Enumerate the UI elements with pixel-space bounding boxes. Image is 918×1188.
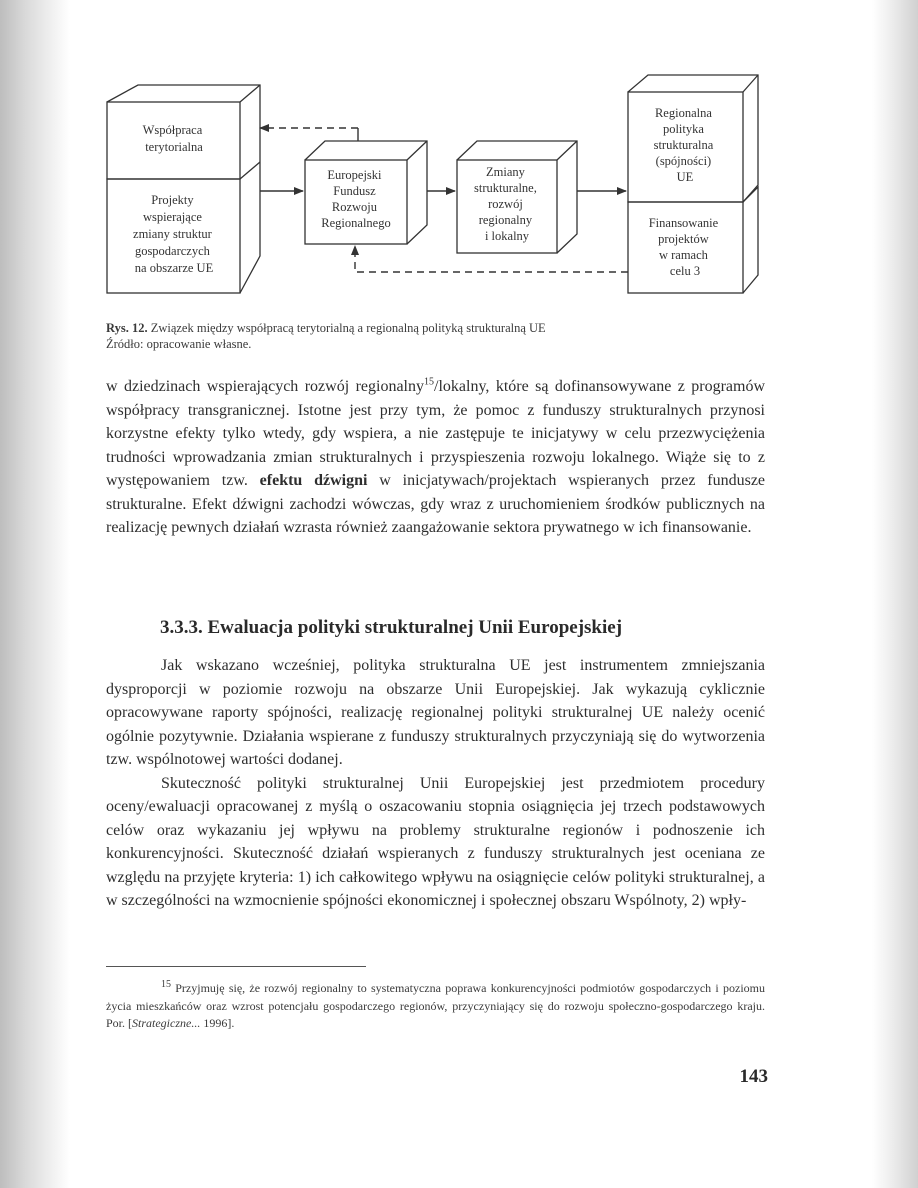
caption-source: Źródło: opracowanie własne. <box>106 337 252 351</box>
footnote-cite-title: Strategiczne... <box>132 1016 201 1030</box>
footnote-number: 15 <box>161 979 171 990</box>
caption-number: Rys. 12. <box>106 321 148 335</box>
figure-caption <box>106 320 786 352</box>
paragraphs-section <box>106 654 765 913</box>
label-changes: Zmiany strukturalne, rozwój regionalny i lokalny <box>474 165 537 243</box>
footnote-cite-rest: 1996]. <box>200 1016 235 1030</box>
label-financing: Finansowanie projektów w ramach celu 3 <box>648 216 719 278</box>
paragraph-1-text-c: w inicjatywach/projektach wspieranych przez fundusze strukturalne. Efekt dźwigni zachodzi wówczas, gdy wraz z uruchomieniem środków publicznych na realizację pewnych działań wzrasta również zaangażowanie sektora prywatnego w ich finansowanie. <box>106 472 766 536</box>
dashed-arrow-financing-to-fund <box>355 246 628 272</box>
page-number: 143 <box>739 1066 768 1087</box>
paragraph-1 <box>106 375 765 540</box>
figure-diagram <box>100 65 780 301</box>
footnote-ref: 15 <box>424 376 435 388</box>
page-gutter-shadow <box>0 0 70 1188</box>
label-projects: Projekty wspierające zmiany struktur gospodarczych na obszarze UE <box>133 193 214 275</box>
footnote-divider <box>106 966 366 967</box>
label-policy: Regionalna polityka strukturalna (spójności) UE <box>653 106 714 184</box>
bold-term: efektu dźwigni <box>259 472 368 489</box>
section-heading: 3.3.3. Ewaluacja polityki strukturalnej Unii Europejskiej <box>160 617 623 638</box>
paragraph-2: Jak wskazano wcześniej, polityka strukturalna UE jest instrumentem zmniejszania dysproporcji w poziomie rozwoju na obszarze Unii Europejskiej. Jak wykazują cyklicznie opracowywane raporty spójności, realizację regionalnej polityki strukturalnej UE należy ocenić ogólnie pozytywnie. Działania wspierane z funduszy strukturalnych przyczyniają się do wytworzenia tzw. wspólnotowej wartości dodanej. <box>106 657 765 768</box>
label-fund: Europejski Fundusz Rozwoju Regionalnego <box>321 168 391 230</box>
caption-text: Związek między współpracą terytorialną a regionalną polityką strukturalną UE <box>150 321 546 335</box>
page-edge-shadow <box>872 0 918 1188</box>
label-cooperation: Współpraca terytorialna <box>142 123 203 154</box>
paragraph-1-text-b: /lokalny, które są dofinansowywane z programów współpracy transgranicznej. Istotne jest przy tym, że pomoc z funduszy strukturalnych przynosi korzystne efekty tylko wtedy, gdy wspiera, a nie zastępuje te inicjatywy w celu przezwyciężenia trudności wprowadzania zmian strukturalnych i przyspieszenia rozwoju lokalnego. Wiąże się to z występowaniem tzw. <box>106 378 766 489</box>
paragraph-1-text-a: w dziedzinach wspierających rozwój regionalny <box>106 378 425 395</box>
footnote-text: Przyjmuję się, że rozwój regionalny to systematyczna poprawa konkurencyjności podmiotów gospodarczych i poziomu życia mieszkańców oraz wzrost potencjału gospodarczego regionów, przyczyniający się do rozwoju społeczno-gospodarczego kraju. Por. [ <box>106 981 765 1030</box>
paragraph-3: Skuteczność polityki strukturalnej Unii Europejskiej jest przedmiotem procedury oceny/ewaluacji opracowanej z myślą o oszacowaniu stopnia osiągnięcia jej trzech podstawowych celów oraz wykazaniu jej wpływu na problemy strukturalne regionów i podnoszenie ich konkurencyjności. Skuteczność działań wspieranych z funduszy strukturalnych jest oceniana ze względu na przyjęte kryteria: 1) ich całkowitego wpływu na osiągnięcie celów polityki strukturalnej, a w szczególności na wzmocnienie spójności ekonomicznej i społecznej obszaru Wspólnoty, 2) wpły- <box>106 774 765 909</box>
footnote <box>106 980 765 1033</box>
